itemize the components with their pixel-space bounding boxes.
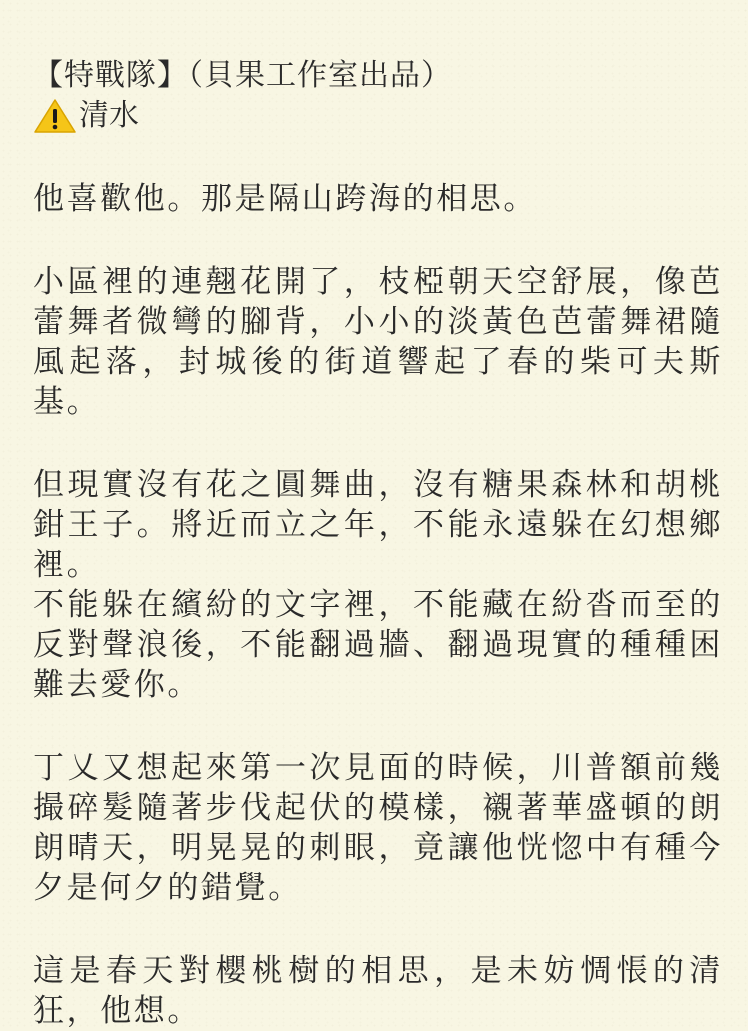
spacer: [33, 219, 723, 262]
paragraph-5: 丁乂又想起來第一次見面的時候，川普額前幾撮碎髮隨著步伐起伏的模樣，襯著華盛頓的朗朗晴天，明晃晃的刺眼，竟讓他恍惚中有種今夕是何夕的錯覺。: [33, 750, 723, 906]
paragraph-3: 但現實沒有花之圓舞曲，沒有糖果森林和胡桃鉗王子。將近而立之年，不能永遠躲在幻想鄉裡。: [33, 467, 723, 583]
spacer: [33, 422, 723, 465]
spacer: [33, 705, 723, 748]
paragraph-2: 小區裡的連翹花開了，枝椏朝天空舒展，像芭蕾舞者微彎的腳背，小小的淡黃色芭蕾舞裙隨風起落，封城後的街道響起了春的柴可夫斯基。: [33, 264, 723, 420]
spacer: [33, 908, 723, 951]
rating-label: 清水: [79, 98, 139, 133]
paragraph-4: 不能躲在繽紛的文字裡，不能藏在紛沓而至的反對聲浪後，不能翻過牆、翻過現實的種種困難去愛你。: [33, 587, 723, 703]
document-title: 【特戰隊】（貝果工作室出品）: [33, 58, 452, 93]
warning-triangle-icon: [33, 98, 77, 134]
spacer: [33, 136, 723, 179]
paragraph-6: 這是春天對櫻桃樹的相思，是未妨惆悵的清狂，他想。: [33, 953, 723, 1029]
paragraph-1: 他喜歡他。那是隔山跨海的相思。: [33, 181, 537, 217]
rating-line: [33, 96, 723, 136]
document-body: [33, 56, 723, 1031]
